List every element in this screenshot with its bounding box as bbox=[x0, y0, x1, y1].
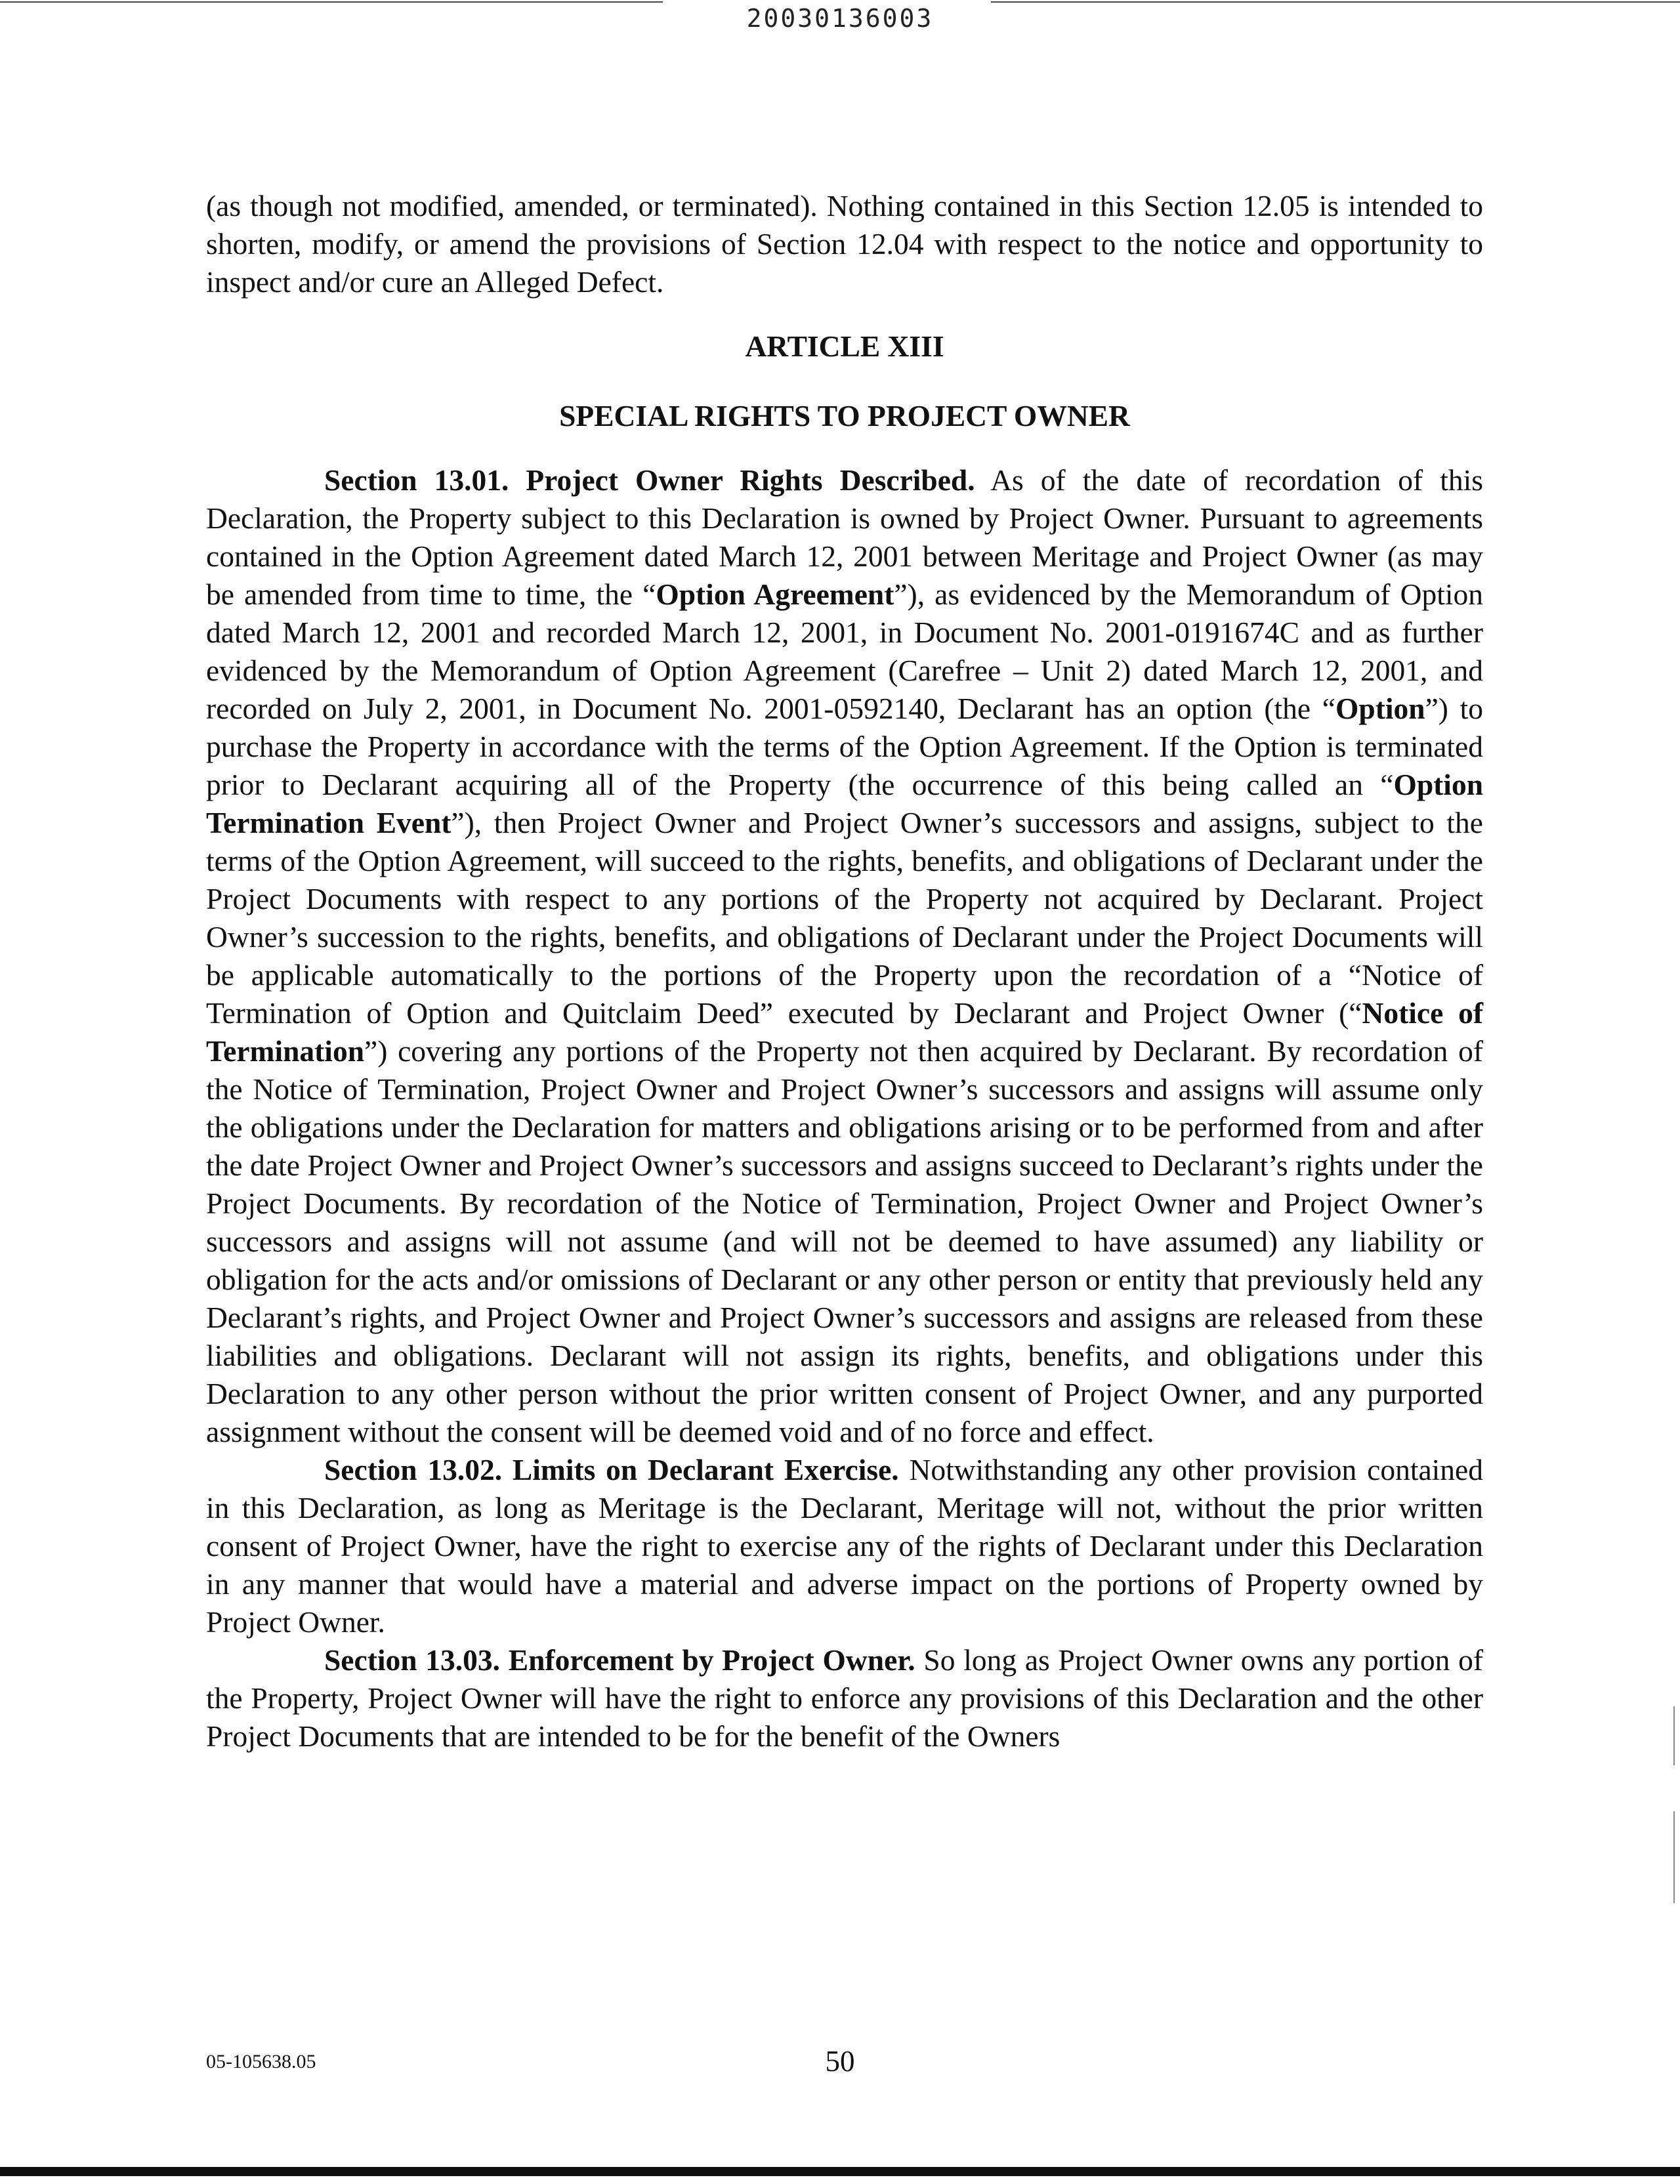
section-13-01 bbox=[206, 461, 1483, 1451]
article-title: SPECIAL RIGHTS TO PROJECT OWNER bbox=[559, 399, 1130, 432]
term-option-agreement: Option Agreement bbox=[656, 578, 894, 611]
section-13-01-heading: Section 13.01. Project Owner Rights Described. bbox=[324, 463, 975, 497]
term-notice-of-termination: Notice of Termination bbox=[206, 996, 1484, 1068]
section-13-03 bbox=[206, 1641, 1483, 1755]
footer-document-id: 05-105638.05 bbox=[206, 2051, 316, 2072]
section-13-01-text-1: As of the date of recordation of this Declaration, the Property subject to this Declaration is owned by Project Owner. Pursuant to agreements contained in the Option Agreement dated March 12, 2001 between Meritage and Project Owner (as may be amended from time to time, the “ bbox=[206, 463, 1483, 611]
term-option: Option bbox=[1335, 692, 1425, 725]
section-13-01-text-3: ”) to purchase the Property in accordance with the terms of the Option Agreement. If the Option is terminated prior to Declarant acquiring all of the Property (the occurrence of this being called an “ bbox=[206, 692, 1483, 801]
article-number: ARTICLE XIII bbox=[745, 329, 944, 363]
scan-bottom-border bbox=[0, 2167, 1680, 2176]
recording-number: 20030136003 bbox=[746, 4, 934, 33]
intro-paragraph: (as though not modified, amended, or terminated). Nothing contained in this Section 12.05 is intended to shorten, modify, or amend the provisions of Section 12.04 with respect to the notice and opportunity to inspect and/or cure an Alleged Defect. bbox=[206, 189, 1483, 299]
section-13-02-heading: Section 13.02. Limits on Declarant Exercise. bbox=[324, 1453, 899, 1486]
section-13-03-heading: Section 13.03. Enforcement by Project Owner. bbox=[324, 1643, 915, 1677]
section-13-01-text-2: ”), as evidenced by the Memorandum of Option dated March 12, 2001 and recorded March 12, 2001, in Document No. 2001-0191674C and as further evidenced by the Memorandum of Option Agreement (Carefree – Unit 2) dated March 12, 2001, and recorded on July 2, 2001, in Document No. 2001-0592140, Declarant has an option (the “ bbox=[206, 578, 1483, 725]
scan-edge-mark bbox=[1673, 1811, 1675, 1903]
section-13-01-text-4: ”), then Project Owner and Project Owner’s successors and assigns, subject to the terms of the Option Agreement, will succeed to the rights, benefits, and obligations of Declarant under the Project Documents with respect to any portions of the Property not acquired by Declarant. Project Owner’s succession to the rights, benefits, and obligations of Declarant under the Project Documents will be applicable automatically to the portions of the Property upon the recordation of a “Notice of Termination of Option and Quitclaim Deed” executed by Declarant and Project Owner (“ bbox=[206, 806, 1483, 1030]
section-13-03-text: So long as Project Owner owns any portion of the Property, Project Owner will have the right to enforce any provisions of this Declaration and the other Project Documents that are intended to be for the benefit of the Owners bbox=[206, 1643, 1483, 1753]
page-number: 50 bbox=[825, 2045, 855, 2078]
section-13-01-text-5: ”) covering any portions of the Property not then acquired by Declarant. By recordation of the Notice of Termination, Project Owner and Project Owner’s successors and assigns will assume only the obligations under the Declaration for matters and obligations arising or to be performed from and after the date Project Owner and Project Owner’s successors and assigns succeed to Declarant’s rights under the Project Documents. By recordation of the Notice of Termination, Project Owner and Project Owner’s successors and assigns will not assume (and will not be deemed to have assumed) any liability or obligation for the acts and/or omissions of Declarant or any other person or entity that previously held any Declarant’s rights, and Project Owner and Project Owner’s successors and assigns are released from these liabilities and obligations. Declarant will not assign its rights, benefits, and obligations under this Declaration to any other person without the prior written consent of Project Owner, and any purported assignment without the consent will be deemed void and of no force and effect. bbox=[206, 1034, 1483, 1448]
term-option-termination-event: Option Termination Event bbox=[206, 768, 1483, 839]
scan-edge-mark bbox=[1673, 1706, 1675, 1765]
section-13-02-text: Notwithstanding any other provision contained in this Declaration, as long as Meritage is the Declarant, Meritage will not, without the prior written consent of Project Owner, have the right to exercise any of the rights of Declarant under this Declaration in any manner that would have a material and adverse impact on the portions of Property owned by Project Owner. bbox=[206, 1453, 1483, 1639]
page-body bbox=[206, 187, 1483, 1755]
section-13-02 bbox=[206, 1451, 1483, 1641]
